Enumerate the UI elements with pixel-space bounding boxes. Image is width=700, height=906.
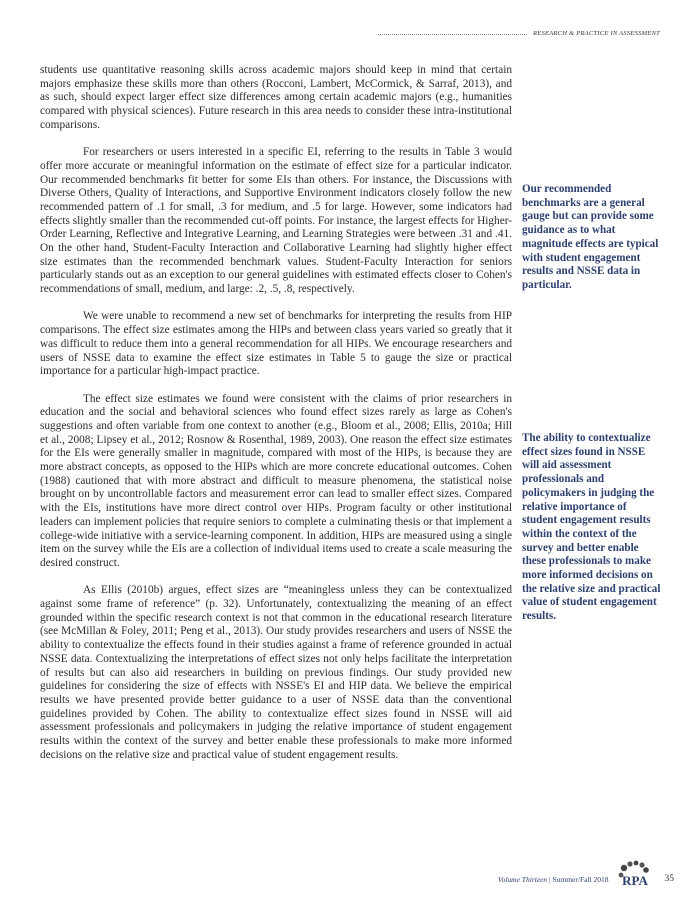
- pull-quote-benchmarks: Our recommended benchmarks are a general gauge but can provide some guidance as to what magnitude effects are typical with student engagement results and NSSE data in particular.: [522, 183, 659, 291]
- article-body: [40, 64, 512, 776]
- body-paragraph: For researchers or users interested in a specific EI, referring to the results in Table 3 would offer more accurate or meaningful information on the estimate of effect size for a particular indicator. Our recommended benchmarks fit better for some EIs than others. For instance, the Discussions with Diverse Others, Quality of Interactions, and Supportive Environment indicators closely follow the new recommended pattern of .1 for small, .3 for medium, and .5 for large. However, some indicators had effects slightly smaller than the recommended cut-off points. For instance, the largest effects for Higher-Order Learning, Reflective and Integrative Learning, and Learning Strategies were between .31 and .41. On the other hand, Student-Faculty Interaction and Collaborative Learning had slightly higher effect size estimates than the recommended benchmark values. Student-Faculty Interaction for seniors particularly stands out as an exception to our general guidelines with estimated effects closer to Cohen's recommendations of small, medium, and large: .2, .5, .8, respectively.: [40, 146, 513, 296]
- page-footer: [498, 858, 674, 892]
- body-paragraph: We were unable to recommend a new set of benchmarks for interpreting the results from HIP comparisons. The effect size estimates among the HIPs and between class years varied so greatly that it was difficult to reduce them into a general recommendation for all HIPs. We encourage researchers and users of NSSE data to examine the effect size estimates in Table 5 to gauge the size or practical importance for a particular high-impact practice.: [40, 310, 512, 378]
- running-header: [378, 30, 660, 37]
- volume-label: Volume Thirteen: [497, 874, 548, 884]
- rpa-logo-icon: [615, 858, 655, 892]
- logo-text: RPA: [621, 873, 648, 888]
- dotted-rule: [378, 34, 527, 35]
- body-paragraph: The effect size estimates we found were consistent with the claims of prior researchers in education and the social and behavioral sciences who found effect sizes rarely as large as Cohen's suggestions and often variable from one context to another (e.g., Bloom et al., 2008; Ellis, 2010a; Hill et al., 2008; Lipsey et al., 2012; Rosnow & Rosenthal, 1989, 2003). One reason the effect size estimates for the EIs were generally smaller in magnitude, compared with most of the HIPs, is because they are more abstract concepts, as opposed to the HIPs which are more concrete educational outcomes. Cohen (1988) cautioned that with more abstract and difficult to measure phenomena, the statistical noise brought on by uncontrollable factors and measurement error can lead to smaller effect sizes. Compared with the EIs, institutions have more direct control over HIPs. Program faculty or other institutional leaders can implement policies that require seniors to complete a culminating thesis or that implement a college-wide initiative with a service-learning component. In addition, HIPs are measured using a single item on the survey while the EIs are a collection of individual items used to create a scale measuring the desired construct.: [40, 392, 512, 569]
- issue-label: Summer/Fall 2018: [552, 874, 609, 884]
- page-number: 35: [664, 874, 674, 884]
- issue-info: [498, 875, 609, 884]
- journal-running-title: RESEARCH & PRACTICE IN ASSESSMENT: [533, 30, 660, 37]
- pull-quote-contextualize: The ability to contextualize effect sizes found in NSSE will aid assessment professionals and policymakers in judging the relative importance of student engagement results within the context of the survey and better enable these professionals to make more informed decisions on the relative size and practical value of student engagement results.: [522, 432, 661, 623]
- issue-separator: |: [547, 874, 553, 884]
- body-paragraph: As Ellis (2010b) argues, effect sizes are “meaningless unless they can be contextualized against some frame of reference” (p. 32). Unfortunately, contextualizing the meaning of an effect grounded within the specific research context is not that common in the educational research literature (see McMillan & Foley, 2011; Peng et al., 2013). Our study provides researchers and users of NSSE the ability to contextualize the effects found in their studies against a frame of reference grounded in actual NSSE data. Contextualizing the interpretations of effect sizes not only helps facilitate the interpretation of results but can also aid researchers in building on previous findings. Our study provided new guidelines for considering the size of effects with NSSE's EI and HIP data. We believe the empirical results we have presented provide better guidance to a user of NSSE data than the conventional guidelines provided by Cohen. The ability to contextualize effect sizes found in NSSE will aid assessment professionals and policymakers in judging the relative importance of student engagement results within the context of the survey and better enable these professionals to make more informed decisions on the relative size and practical value of student engagement results.: [40, 584, 512, 761]
- body-paragraph: students use quantitative reasoning skills across academic majors should keep in mind that certain majors emphasize these skills more than others (Rocconi, Lambert, McCormick, & Sarraf, 2013), and as such, should expect larger effect size differences among certain academic majors (e.g., humanities compared with physical sciences). Future research in this area needs to consider these intra-institutional comparisons.: [40, 64, 512, 131]
